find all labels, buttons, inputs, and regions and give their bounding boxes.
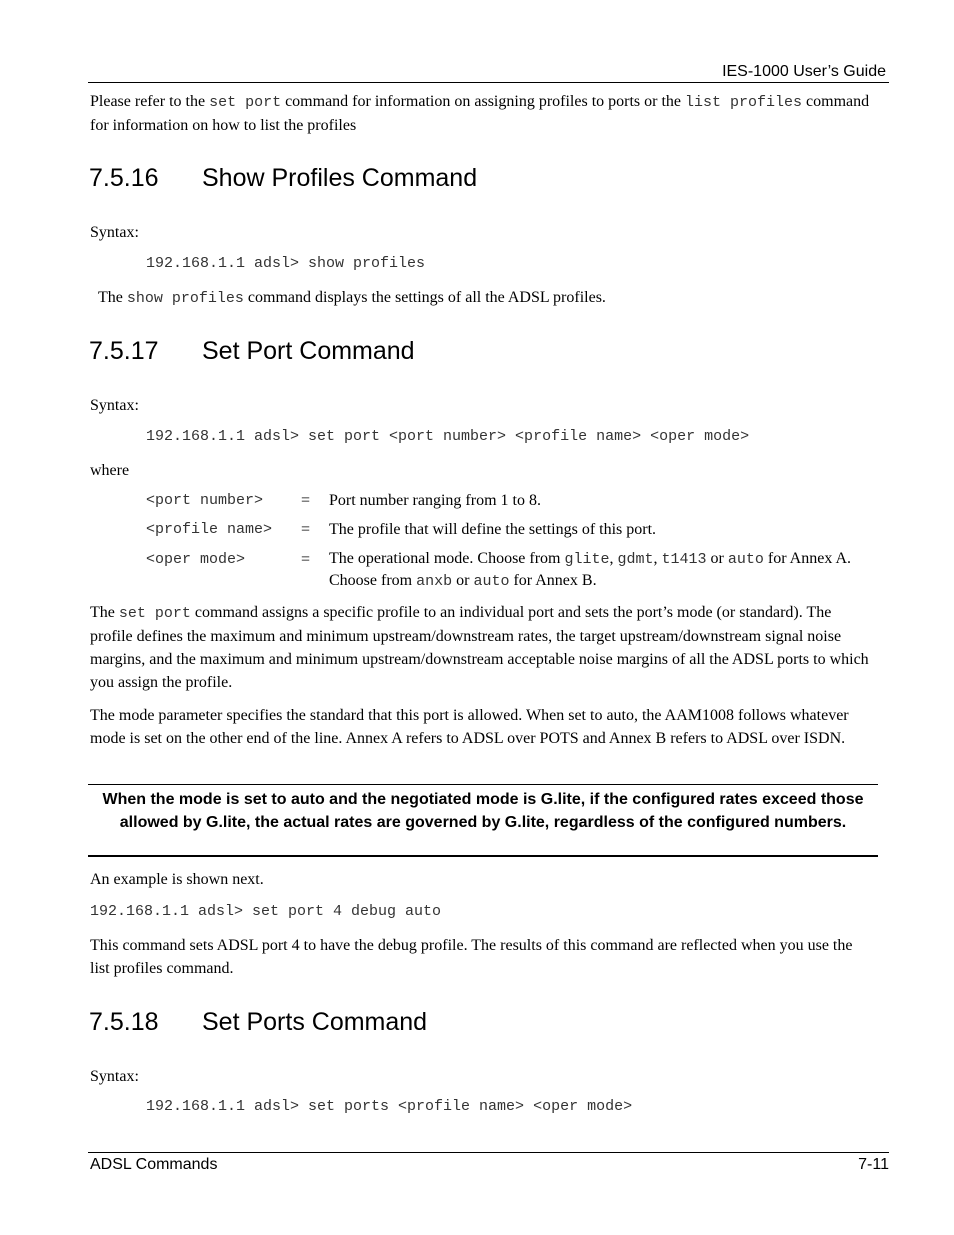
syntax-label: Syntax: (90, 1068, 139, 1085)
equals-sign: = (301, 492, 311, 509)
section-heading-7-5-17: 7.5.17 Set Port Command (89, 337, 415, 365)
syntax-code: 192.168.1.1 adsl> show profiles (146, 255, 426, 272)
intro-paragraph: Please refer to the set port command for information on assigning profiles to ports or the list profiles command for information on how to list the profiles (90, 93, 870, 134)
example-intro: An example is shown next. (90, 871, 264, 888)
syntax-code: 192.168.1.1 adsl> set port <port number> <profile name> <oper mode> (146, 428, 750, 445)
show-profiles-description: The show profiles command displays the settings of all the ADSL profiles. (98, 289, 606, 307)
inline-code: auto (727, 551, 764, 568)
inline-code: set port (118, 605, 191, 622)
where-label: where (90, 462, 130, 479)
equals-sign: = (301, 521, 311, 538)
mode-parameter-description: The mode parameter specifies the standard that this port is allowed. When set to auto, the AAM1008 follows whatever mode is set on the other end of the line. Annex A refers to ADSL over POTS and Annex B refers to ADSL over ISDN. (90, 707, 849, 747)
inline-code: glite (564, 551, 610, 568)
syntax-code: 192.168.1.1 adsl> set ports <profile name> <oper mode> (146, 1098, 633, 1115)
inline-code: list profiles (685, 94, 803, 111)
syntax-label: Syntax: (90, 397, 139, 414)
set-port-description: The set port command assigns a specific profile to an individual port and sets the port’s mode (or standard). The profile defines the maximum and minimum upstream/downstream rates, the target upstream/downstream signal noise margins, and the maximum and minimum upstream/downstream acceptable noise margins of all the ADSL ports to which you assign the profile. (90, 604, 869, 691)
example-description: This command sets ADSL port 4 to have the debug profile. The results of this command are reflected when you use the list profiles command. (90, 937, 853, 977)
syntax-label: Syntax: (90, 224, 139, 241)
param-description: Port number ranging from 1 to 8. (329, 492, 541, 509)
footer-chapter: ADSL Commands (90, 1156, 218, 1173)
equals-sign: = (301, 551, 311, 568)
inline-code: show profiles (126, 290, 244, 307)
section-heading-7-5-16: 7.5.16 Show Profiles Command (89, 164, 478, 192)
section-heading-7-5-18: 7.5.18 Set Ports Command (89, 1008, 428, 1036)
param-name: <profile name> (146, 521, 273, 538)
param-name: <port number> (146, 492, 264, 509)
footer-page-number: 7-11 (858, 1156, 889, 1173)
param-name: <oper mode> (146, 551, 246, 568)
example-code: 192.168.1.1 adsl> set port 4 debug auto (90, 903, 442, 920)
header-rule (88, 82, 889, 83)
param-description: The operational mode. Choose from glite, gdmt, t1413 or auto for Annex A. Choose from anxb or auto for Annex B. (329, 550, 851, 590)
inline-code: set port (209, 94, 282, 111)
inline-code: anxb (416, 573, 453, 590)
running-header: IES-1000 User’s Guide (722, 63, 886, 80)
inline-code: t1413 (661, 551, 707, 568)
inline-code: auto (473, 573, 510, 590)
param-description: The profile that will define the settings of this port. (329, 521, 657, 538)
inline-code: gdmt (617, 551, 654, 568)
note-box: When the mode is set to auto and the negotiated mode is G.lite, if the configured rates exceed those allowed by G.lite, the actual rates are governed by G.lite, regardless of the configured numbers. (88, 784, 878, 857)
